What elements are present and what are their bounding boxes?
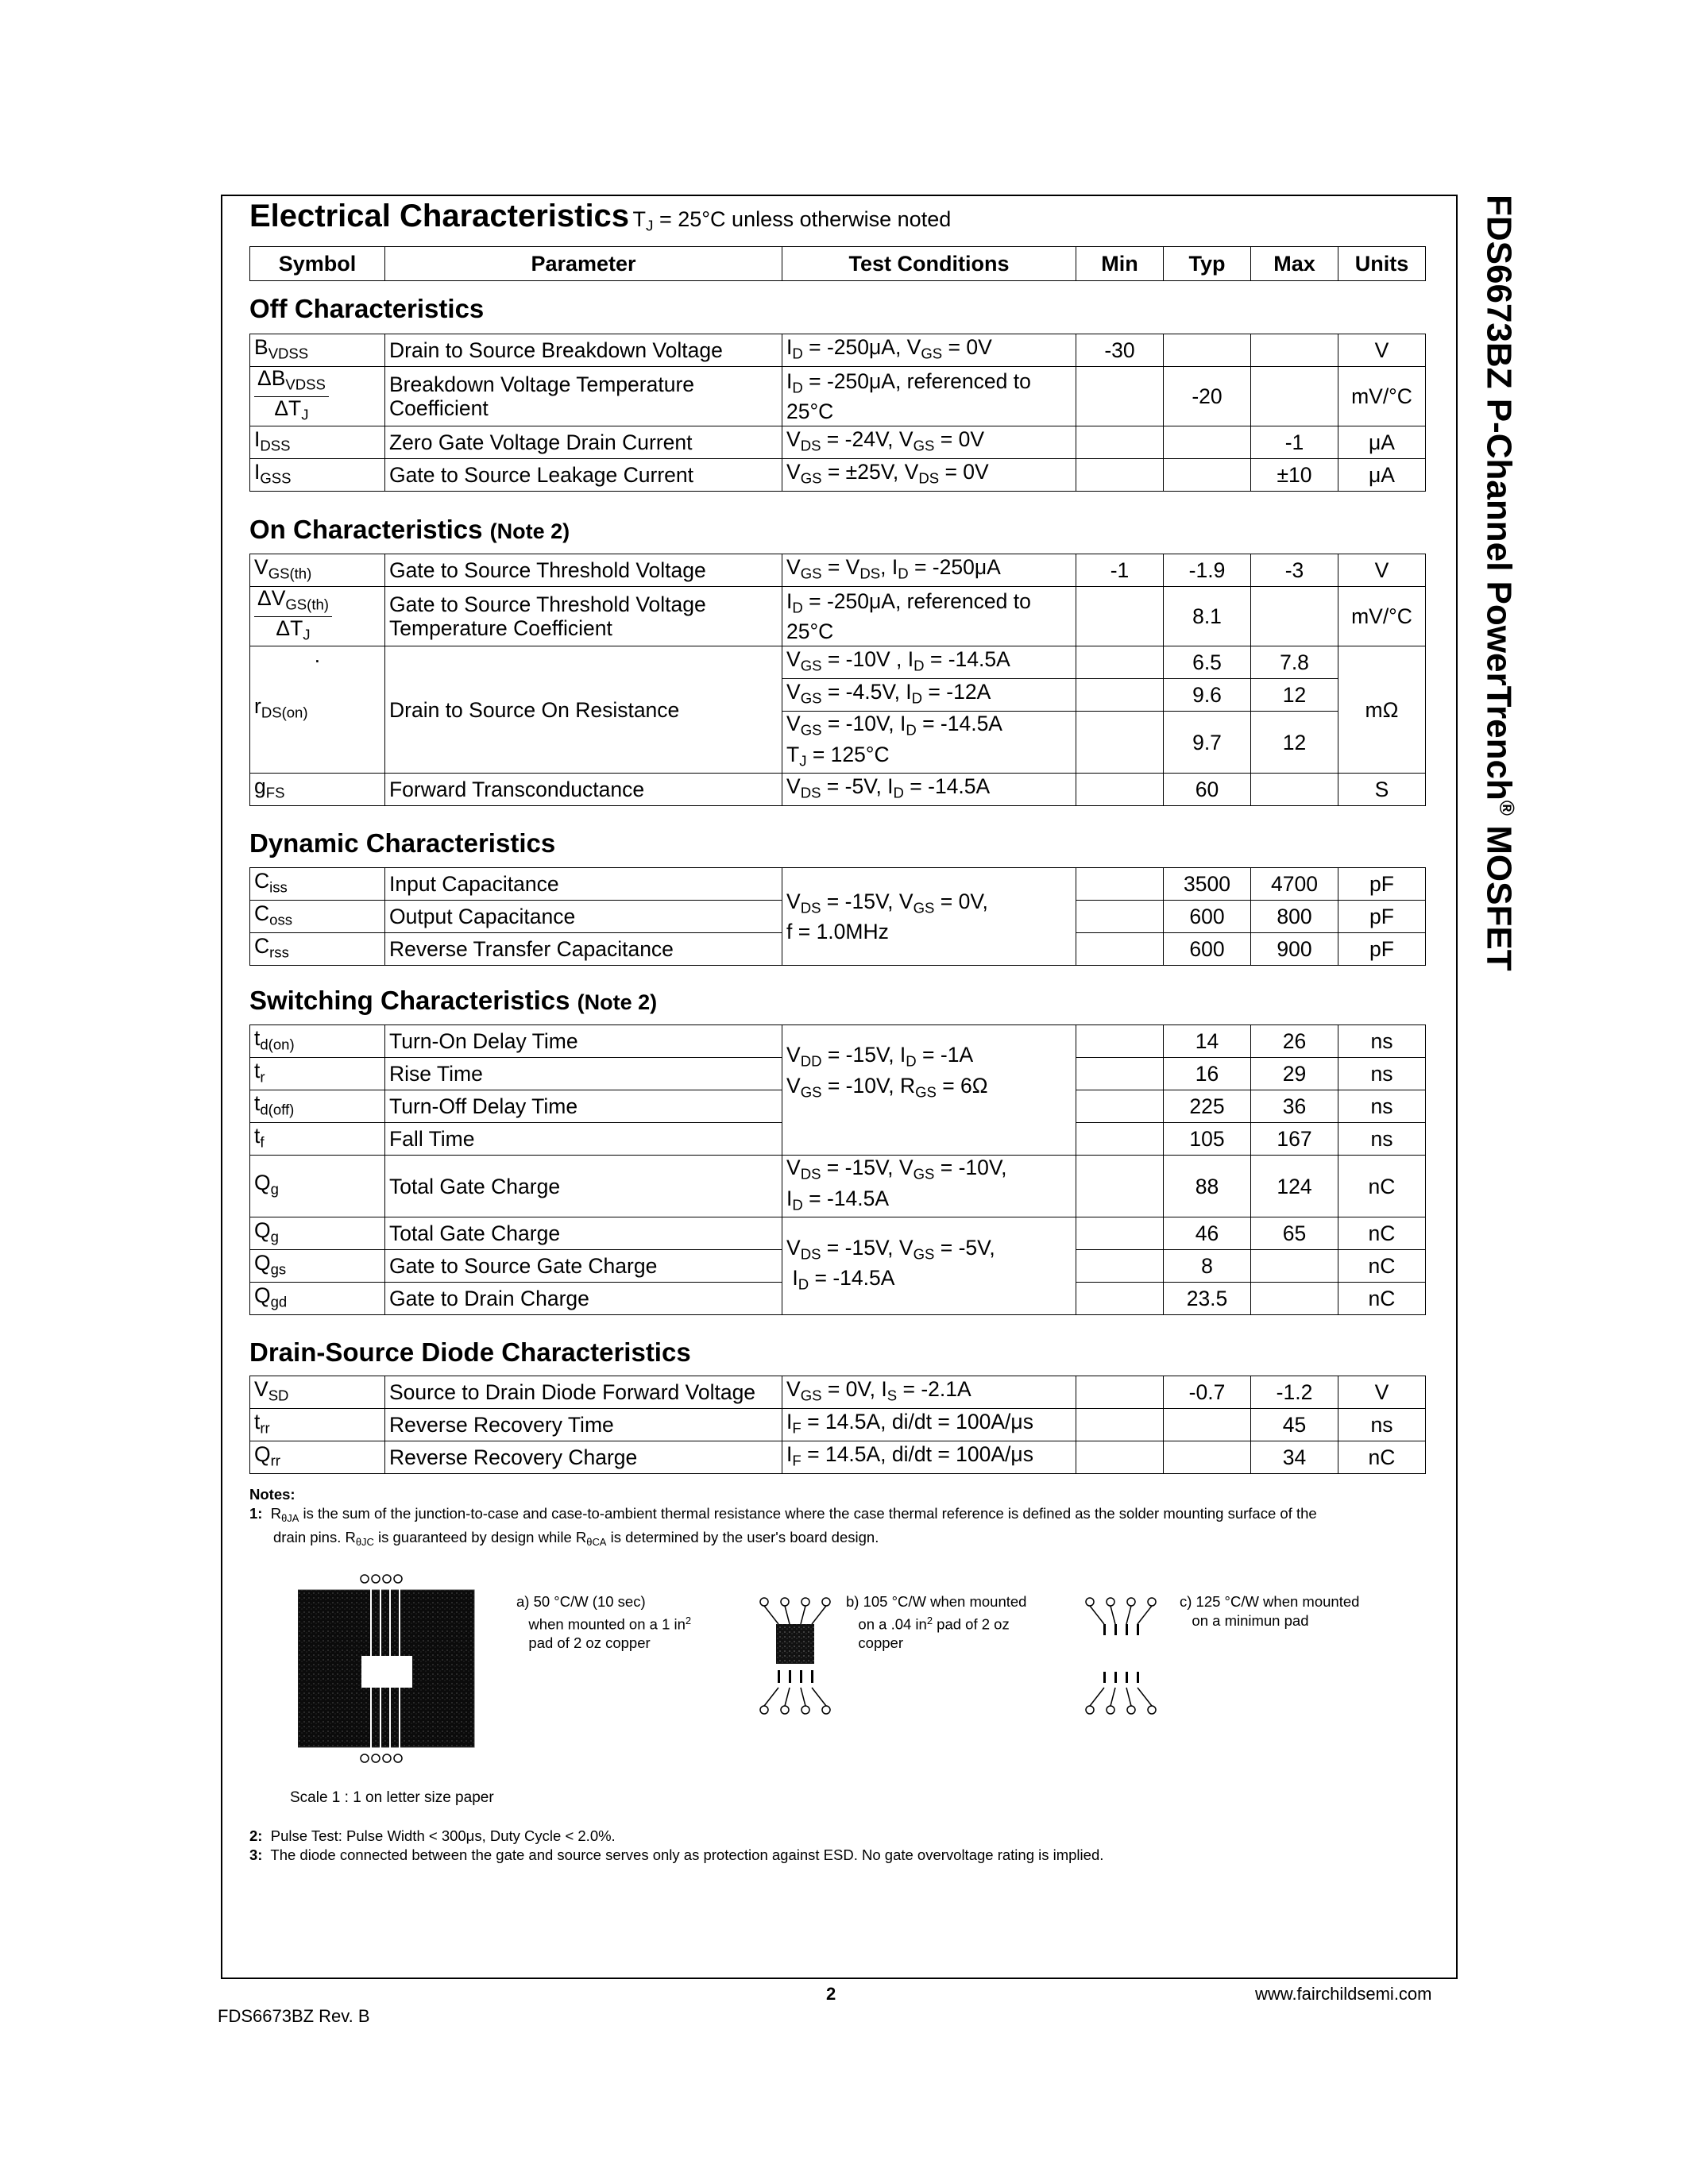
row-bvdss: $B_{VDSS}$ Drain to Source Breakdown Voltage $I_D = -250\mu A$, $V_{GS} = 0V$ -30 V bbox=[250, 334, 1426, 367]
row-rds-2: $V_{GS} = -4.5V$, $I_D = -12A$ 9.6 12 bbox=[250, 679, 1426, 712]
row-qgs: $Q_{gs}$ Gate to Source Gate Charge 8 nC bbox=[250, 1250, 1426, 1283]
section-on: On Characteristics (Note 2) bbox=[249, 515, 570, 544]
col-max: Max bbox=[1251, 247, 1338, 281]
pad-pattern-large-icon bbox=[298, 1572, 481, 1763]
row-qg2: $Q_g$ Total Gate Charge $V_{DS} = -15V$, $V_{GS} = -5V$, $I_D = -14.5A$ 46 65 nC bbox=[250, 1217, 1426, 1250]
row-crss: $C_{rss}$ Reverse Transfer Capacitance 600 900 pF bbox=[250, 933, 1426, 966]
row-qrr: $Q_{rr}$ Reverse Recovery Charge $I_F = 14.5A$, di/dt = 100A/μs 34 nC bbox=[250, 1441, 1426, 1474]
row-qg1: $Q_g$ Total Gate Charge $V_{DS} = -15V$, $V_{GS} = -10V$, $I_D = -14.5A$ 88 124 nC bbox=[250, 1156, 1426, 1217]
table-dynamic bbox=[249, 867, 1426, 966]
col-parameter: Parameter bbox=[385, 247, 782, 281]
notes-2-3: 2: Pulse Test: Pulse Width < 300μs, Duty Cycle < 2.0%. 3: The diode connected between the gate and source serves only as protection against ESD. No gate overvoltage rating is implied. bbox=[249, 1827, 1104, 1863]
website-url: www.fairchildsemi.com bbox=[1255, 1984, 1432, 2004]
row-vgsth: $V_{GS(th)}$ Gate to Source Threshold Voltage $V_{GS} = V_{DS}$, $I_D = -250\mu A$ -1 -1.9 -3 V bbox=[250, 554, 1426, 587]
row-vsd: $V_{SD}$ Source to Drain Diode Forward Voltage $V_{GS} = 0V$, $I_S = -2.1A$ -0.7 -1.2 V bbox=[250, 1376, 1426, 1409]
table-switching bbox=[249, 1024, 1426, 1315]
side-title: FDS6673BZ P-Channel PowerTrench® MOSFET bbox=[1479, 195, 1519, 971]
col-min: Min bbox=[1076, 247, 1164, 281]
note-b: b) 105 °C/W when mounted on a .04 $in^2$ pad of 2 oz copper bbox=[846, 1593, 1027, 1652]
section-diode: Drain-Source Diode Characteristics bbox=[249, 1337, 691, 1367]
row-dbvdss: $\frac{\Delta B_{VDSS}}{\Delta T_J}$ Breakdown Voltage Temperature Coefficient $I_D = -250\mu A$, referenced to 25°C -20 mV/°C bbox=[250, 367, 1426, 426]
col-units: Units bbox=[1338, 247, 1426, 281]
section-switching: Switching Characteristics (Note 2) bbox=[249, 986, 658, 1015]
section-dynamic: Dynamic Characteristics bbox=[249, 828, 556, 858]
col-symbol: Symbol bbox=[250, 247, 385, 281]
table-on bbox=[249, 554, 1426, 806]
row-ciss: $C_{iss}$ Input Capacitance $V_{DS} = -15V$, $V_{GS} = 0V$, f = 1.0MHz 3500 4700 pF bbox=[250, 868, 1426, 901]
pad-pattern-medium-icon bbox=[755, 1592, 842, 1719]
row-idss: $I_{DSS}$ Zero Gate Voltage Drain Current $V_{DS} = -24V$, $V_{GS} = 0V$ -1 μA bbox=[250, 426, 1426, 459]
pad-pattern-minimum-icon bbox=[1080, 1592, 1168, 1719]
row-rds-1: $r_{DS(on)}$ · Drain to Source On Resistance $V_{GS} = -10V$ , $I_D = -14.5A$ 6.5 7.8 mΩ bbox=[250, 646, 1426, 679]
row-dvgsth: $\frac{\Delta V_{GS(th)}}{\Delta T_J}$ Gate to Source Threshold Voltage Temperature Coefficient $I_D = -250\mu A$, referenced to 25°C 8.1 mV/°C bbox=[250, 587, 1426, 646]
row-tdon: $t_{d(on)}$ Turn-On Delay Time $V_{DD} = -15V$, $I_D = -1A$ $V_{GS} = -10V$, $R_{GS} = 6\Omega$ 14 26 ns bbox=[250, 1025, 1426, 1058]
row-tdoff: $t_{d(off)}$ Turn-Off Delay Time 225 36 ns bbox=[250, 1090, 1426, 1123]
page-number: 2 bbox=[826, 1984, 836, 2004]
section-off: Off Characteristics bbox=[249, 294, 485, 323]
row-qgd: $Q_{gd}$ Gate to Drain Charge 23.5 nC bbox=[250, 1283, 1426, 1315]
note-a: a) 50 °C/W (10 sec) when mounted on a 1 $in^2$ pad of 2 oz copper bbox=[516, 1593, 692, 1652]
page-title: Electrical Characteristics $T_J = 25^\circ C$ unless otherwise noted bbox=[249, 199, 952, 235]
row-gfs: $g_{FS}$ Forward Transconductance $V_{DS} = -5V$, $I_D = -14.5A$ 60 S bbox=[250, 774, 1426, 806]
table-off bbox=[249, 334, 1426, 492]
table-diode bbox=[249, 1376, 1426, 1474]
row-trr: $t_{rr}$ Reverse Recovery Time $I_F = 14.5A$, di/dt = 100A/μs 45 ns bbox=[250, 1409, 1426, 1441]
row-igss: $I_{GSS}$ Gate to Source Leakage Current $V_{GS} = \pm 25V$, $V_{DS} = 0V$ ±10 μA bbox=[250, 459, 1426, 492]
scale-note: Scale 1 : 1 on letter size paper bbox=[290, 1789, 494, 1806]
col-test-conditions: Test Conditions bbox=[782, 247, 1076, 281]
row-tr: $t_r$ Rise Time 16 29 ns bbox=[250, 1058, 1426, 1090]
revision: FDS6673BZ Rev. B bbox=[218, 2006, 370, 2026]
row-coss: $C_{oss}$ Output Capacitance 600 800 pF bbox=[250, 901, 1426, 933]
column-header-table bbox=[249, 246, 1426, 281]
note-c: c) 125 °C/W when mounted on a minimun pad bbox=[1180, 1593, 1360, 1629]
row-tf: $t_f$ Fall Time 105 167 ns bbox=[250, 1123, 1426, 1156]
notes: Notes: 1: $R_{\theta JA}$ is the sum of the junction-to-case and case-to-ambient thermal resistance where the case thermal reference is defined as the solder mounting surface of the drain pins. $R_{\theta JC}$ is guaranteed by design while $R_{\theta CA}$ is determined by the user's board design. bbox=[249, 1486, 1317, 1548]
col-typ: Typ bbox=[1164, 247, 1251, 281]
row-rds-3: $V_{GS} = -10V$, $I_D = -14.5A$ $T_J = 125^\circ C$ 9.7 12 bbox=[250, 712, 1426, 774]
